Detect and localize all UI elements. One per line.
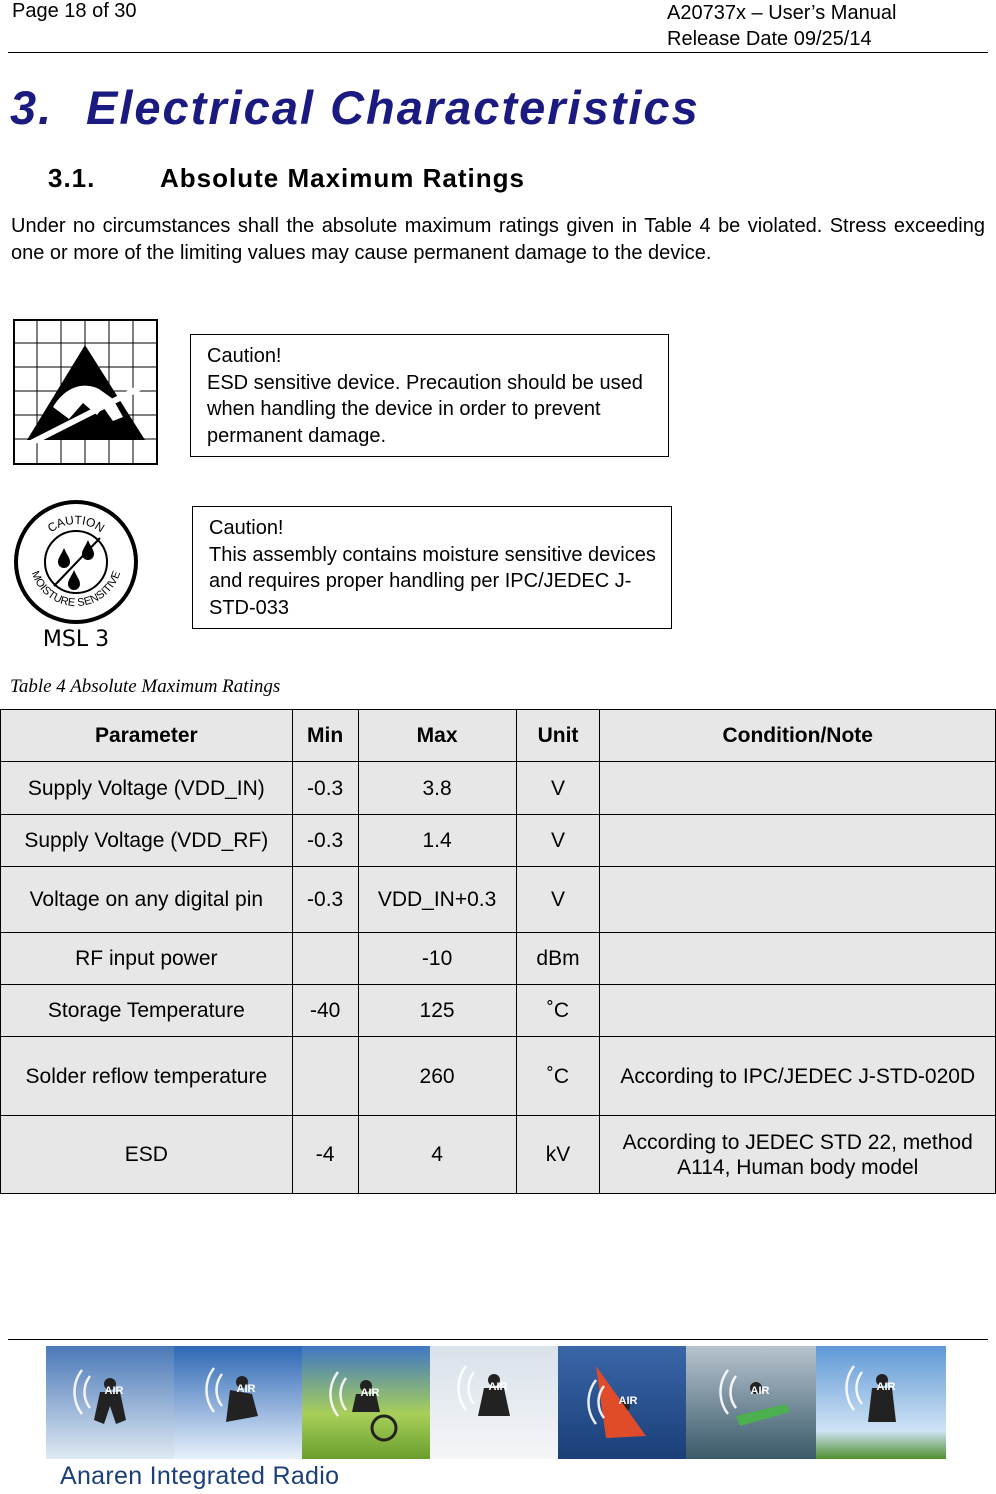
- header-unit: Unit: [516, 710, 600, 762]
- intro-paragraph: Under no circumstances shall the absolute maximum ratings given in Table 4 be violated. Stress exceeding one or more of the limiting values may cause permanent damage to the device.: [11, 215, 985, 264]
- msl-caution-text: This assembly contains moisture sensitive devices and requires proper handling per IPC/JEDEC J-STD-033: [209, 543, 656, 619]
- section-title: Electrical Characteristics: [86, 81, 700, 134]
- msl-level-label: MSL 3: [42, 627, 110, 650]
- footer-rule: [8, 1339, 988, 1340]
- banner-badge-5: AIR: [618, 1395, 638, 1407]
- page-number: Page 18 of 30: [12, 0, 137, 22]
- table-row: [1, 762, 996, 815]
- cell-max: 260: [358, 1037, 516, 1116]
- cell-unit: V: [516, 867, 600, 933]
- cell-min: -4: [292, 1116, 358, 1194]
- banner-badge-4: AIR: [488, 1381, 508, 1393]
- cell-unit: V: [516, 815, 600, 867]
- cell-min: -0.3: [292, 762, 358, 815]
- banner-badge-7: AIR: [876, 1381, 896, 1393]
- cell-max: 1.4: [358, 815, 516, 867]
- cell-min: [292, 933, 358, 985]
- document-title: A20737x – User’s Manual: [667, 2, 897, 24]
- cell-condition: According to IPC/JEDEC J-STD-020D: [600, 1037, 996, 1116]
- table-row: [1, 1116, 996, 1194]
- moisture-sensitive-icon: [12, 500, 140, 650]
- cell-max: 3.8: [358, 762, 516, 815]
- cell-parameter: Voltage on any digital pin: [1, 867, 293, 933]
- absolute-maximum-ratings-table: [0, 709, 996, 1194]
- header-condition: Condition/Note: [600, 710, 996, 762]
- subsection-number: 3.1.: [48, 163, 96, 193]
- release-date: Release Date 09/25/14: [667, 28, 872, 50]
- cell-parameter: Storage Temperature: [1, 985, 293, 1037]
- table-row: [1, 815, 996, 867]
- document-header: [667, 0, 896, 52]
- cell-condition: According to JEDEC STD 22, method A114, Human body model: [600, 1116, 996, 1194]
- cell-condition: [600, 867, 996, 933]
- esd-caution-title: Caution!: [207, 345, 282, 367]
- cell-unit: V: [516, 762, 600, 815]
- subsection-title: Absolute Maximum Ratings: [160, 163, 525, 193]
- header-rule: [8, 52, 988, 53]
- cell-unit: dBm: [516, 933, 600, 985]
- table-row: [1, 985, 996, 1037]
- cell-condition: [600, 815, 996, 867]
- section-number: 3.: [10, 81, 54, 134]
- cell-parameter: ESD: [1, 1116, 293, 1194]
- banner-badge-1: AIR: [104, 1385, 124, 1397]
- esd-caution-text: ESD sensitive device. Precaution should be used when handling the device in order to prevent permanent damage.: [207, 371, 643, 447]
- header-parameter: Parameter: [1, 710, 293, 762]
- header-max: Max: [358, 710, 516, 762]
- cell-min: -0.3: [292, 867, 358, 933]
- header-min: Min: [292, 710, 358, 762]
- cell-parameter: Supply Voltage (VDD_RF): [1, 815, 293, 867]
- esd-warning-icon: [13, 319, 158, 465]
- cell-max: 125: [358, 985, 516, 1037]
- cell-min: -0.3: [292, 815, 358, 867]
- banner-badge-2: AIR: [236, 1383, 256, 1395]
- table-header-row: [1, 710, 996, 762]
- msl-ring-bottom-text: MOISTURE SENSITIVE: [28, 569, 124, 610]
- subsection-heading: [48, 163, 525, 194]
- cell-parameter: Supply Voltage (VDD_IN): [1, 762, 293, 815]
- table-row: [1, 933, 996, 985]
- section-heading: [10, 80, 700, 135]
- cell-unit: ˚C: [516, 985, 600, 1037]
- banner-badge-6: AIR: [750, 1385, 770, 1397]
- sports-banner-image: [46, 1346, 946, 1459]
- table-row: [1, 1037, 996, 1116]
- cell-condition: [600, 762, 996, 815]
- cell-condition: [600, 933, 996, 985]
- msl-ring-top-text: CAUTION: [44, 512, 108, 536]
- msl-caution-title: Caution!: [209, 517, 284, 539]
- cell-min: [292, 1037, 358, 1116]
- cell-max: VDD_IN+0.3: [358, 867, 516, 933]
- cell-unit: kV: [516, 1116, 600, 1194]
- cell-min: -40: [292, 985, 358, 1037]
- msl-caution-box: [192, 506, 672, 629]
- table-row: [1, 867, 996, 933]
- cell-max: -10: [358, 933, 516, 985]
- brand-wordmark: Anaren Integrated Radio: [60, 1462, 340, 1490]
- cell-parameter: RF input power: [1, 933, 293, 985]
- cell-parameter: Solder reflow temperature: [1, 1037, 293, 1116]
- table-caption: Table 4 Absolute Maximum Ratings: [10, 676, 281, 697]
- cell-max: 4: [358, 1116, 516, 1194]
- banner-badge-3: AIR: [360, 1387, 380, 1399]
- cell-condition: [600, 985, 996, 1037]
- cell-unit: ˚C: [516, 1037, 600, 1116]
- esd-caution-box: [190, 334, 669, 457]
